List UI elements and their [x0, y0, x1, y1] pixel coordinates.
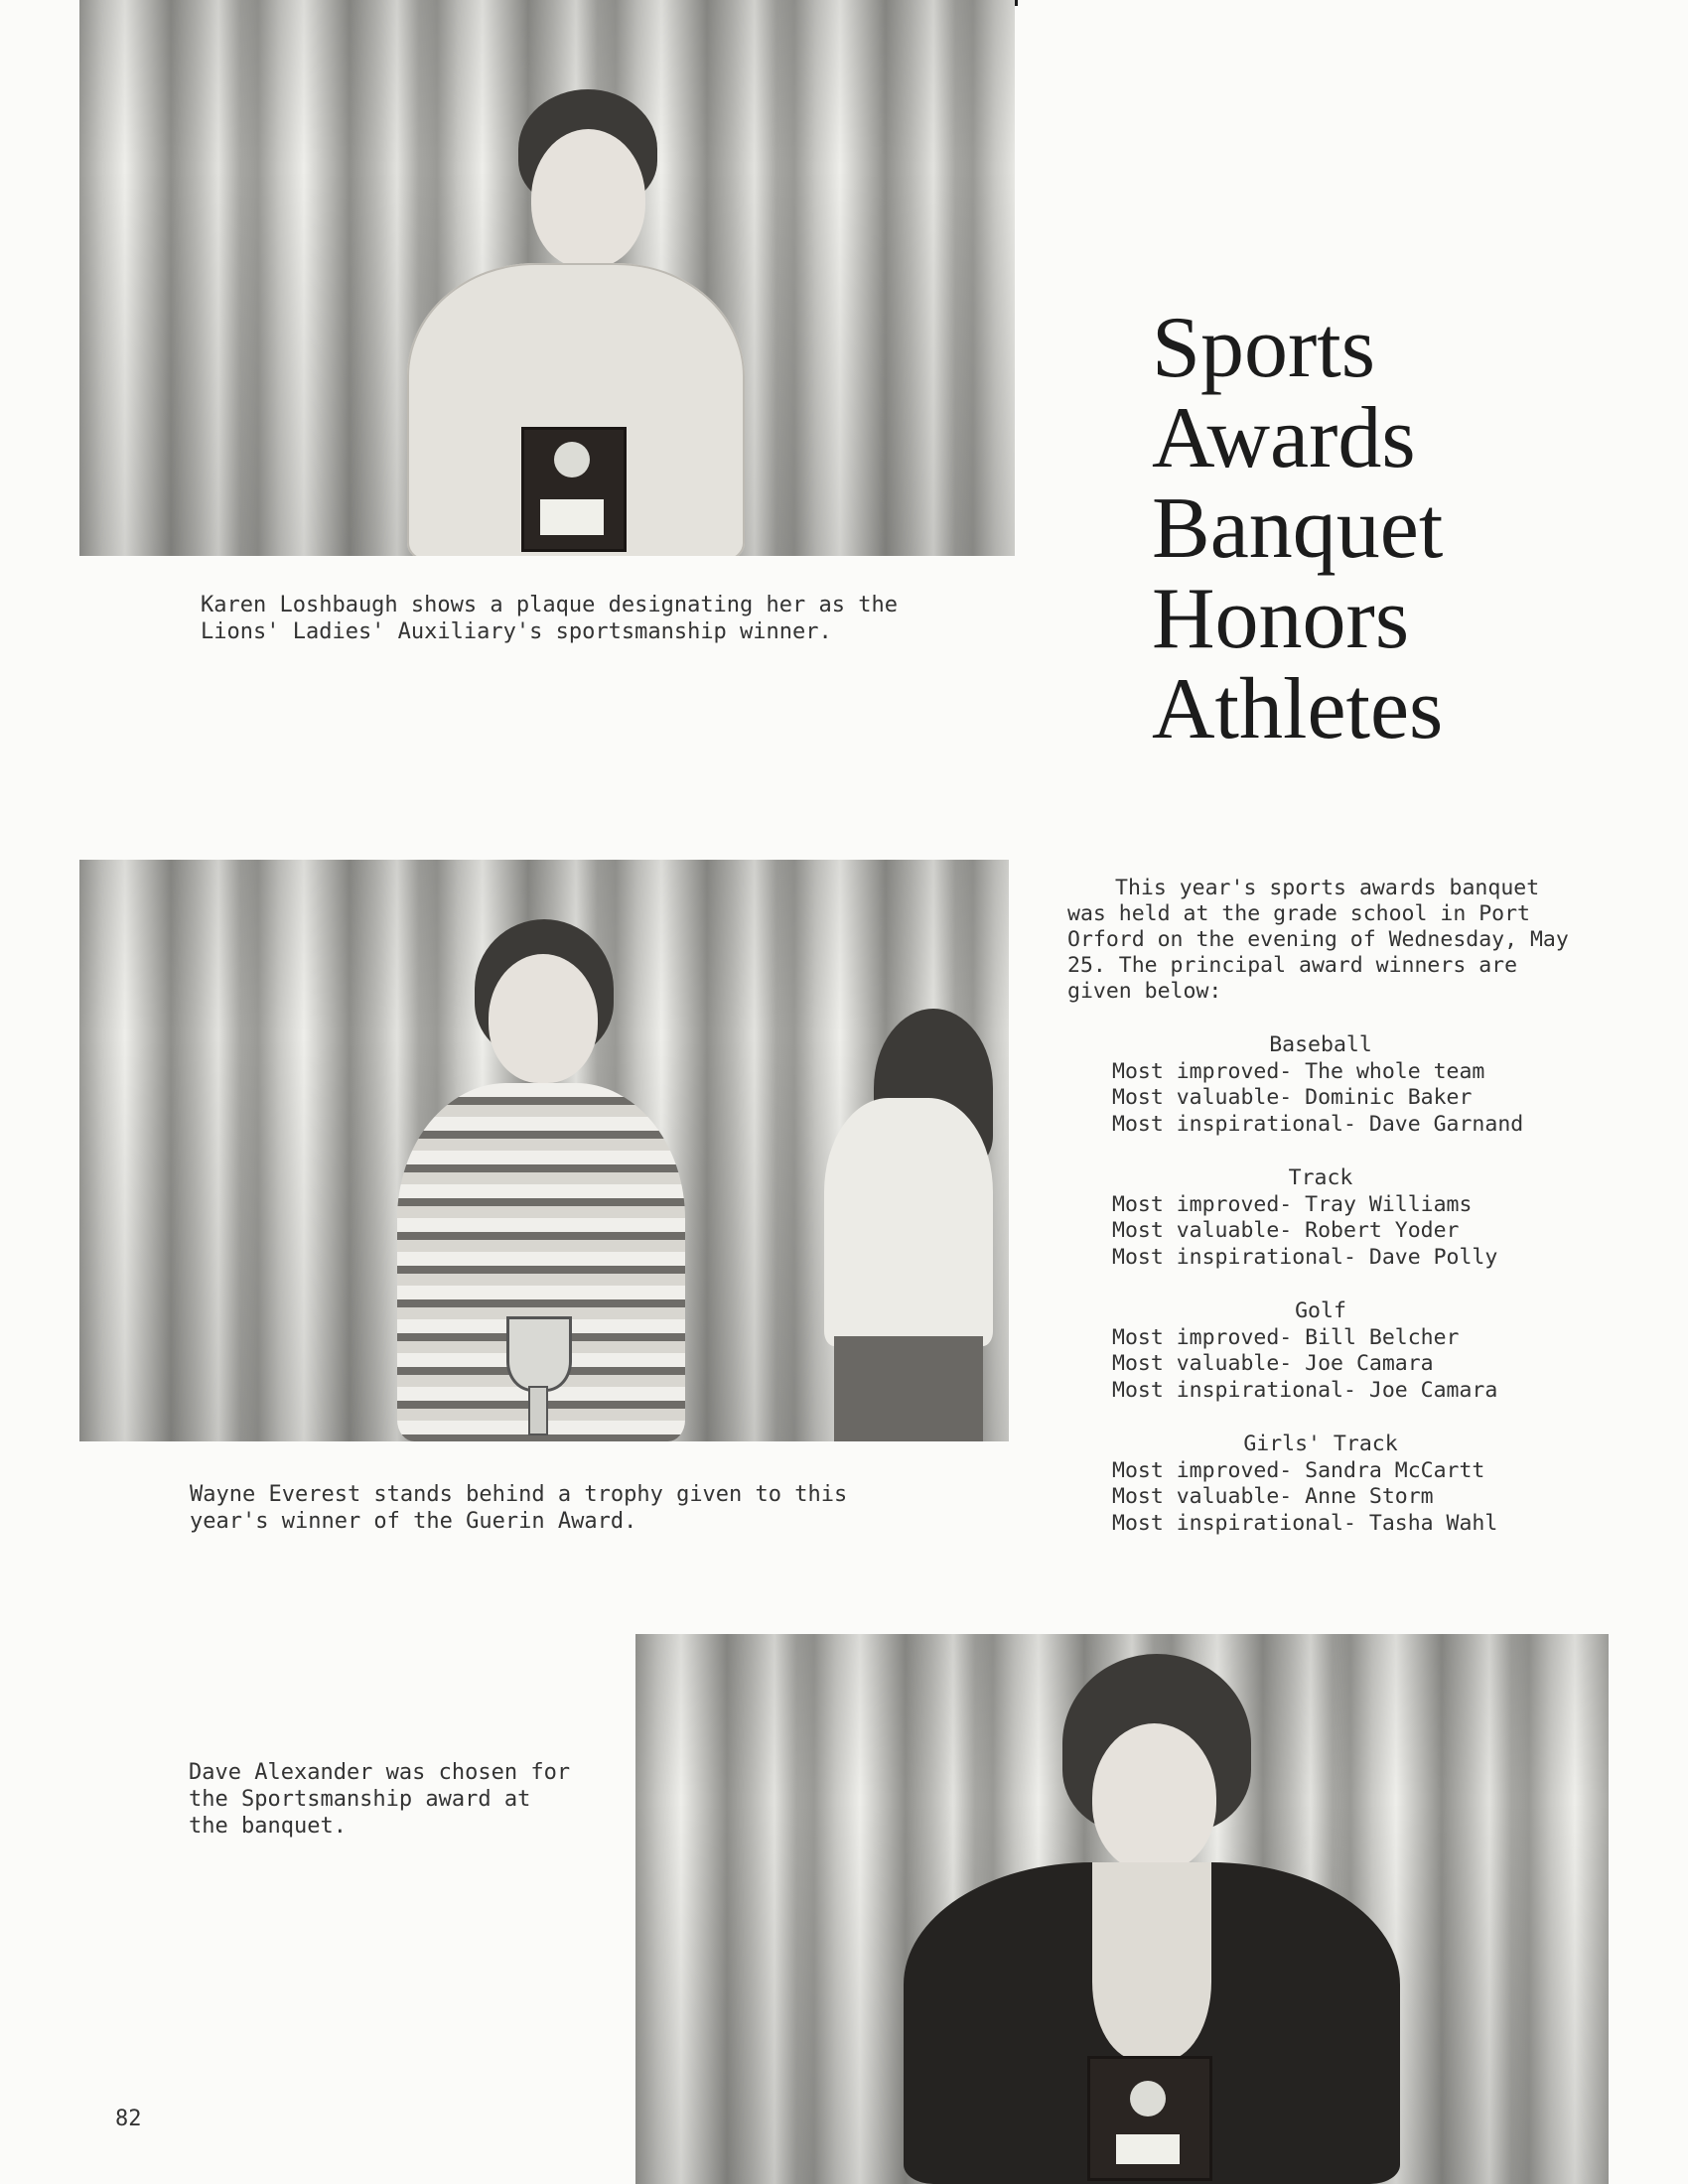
- award-line: Most inspirational- Tasha Wahl: [1112, 1510, 1498, 1536]
- person-figure-background: [814, 1009, 1009, 1441]
- plaque-icon: [1087, 2056, 1212, 2181]
- article-intro: This year's sports awards banquet was held at the grade school in Port Orford on the evening of Wednesday, May 25. The principal award winners are given below:: [1067, 876, 1569, 1004]
- person-figure: [397, 89, 755, 556]
- award-line: Most valuable- Dominic Baker: [1112, 1085, 1473, 1110]
- award-line: Most improved- Bill Belcher: [1112, 1324, 1460, 1350]
- photo-wayne-everest: [79, 860, 1009, 1441]
- person-figure: [397, 919, 685, 1441]
- award-line: Most inspirational- Joe Camara: [1112, 1377, 1498, 1403]
- awards-list: [1112, 1032, 1589, 1565]
- award-line: Most valuable- Anne Storm: [1112, 1484, 1434, 1509]
- title-line: Honors: [1152, 571, 1410, 667]
- sport-section-track: [1112, 1165, 1589, 1271]
- sport-section-golf: [1112, 1298, 1589, 1404]
- sport-name: Golf: [1295, 1298, 1346, 1323]
- award-line: Most inspirational- Dave Garnand: [1112, 1111, 1524, 1137]
- sport-section-girls-track: [1112, 1432, 1589, 1537]
- photo-caption-dave: Dave Alexander was chosen for the Sportsmanship award at the banquet.: [189, 1760, 571, 1839]
- award-line: Most inspirational- Dave Polly: [1112, 1244, 1498, 1270]
- plaque-icon: [521, 427, 627, 552]
- award-line: Most valuable- Robert Yoder: [1112, 1218, 1460, 1243]
- award-line: Most improved- The whole team: [1112, 1058, 1485, 1084]
- title-line: Sports: [1152, 300, 1375, 396]
- trophy-icon: [506, 1316, 572, 1392]
- award-line: Most valuable- Joe Camara: [1112, 1351, 1434, 1376]
- person-figure: [904, 1654, 1400, 2184]
- sport-section-baseball: [1112, 1032, 1589, 1138]
- title-line: Awards: [1152, 390, 1416, 486]
- title-line: Athletes: [1152, 661, 1444, 757]
- page-number: 82: [115, 2107, 142, 2131]
- photo-caption-karen: Karen Loshbaugh shows a plaque designating her as the Lions' Ladies' Auxiliary's sportsmanship winner.: [201, 593, 898, 644]
- award-line: Most improved- Sandra McCartt: [1112, 1457, 1485, 1483]
- photo-caption-wayne: Wayne Everest stands behind a trophy given to this year's winner of the Guerin Award.: [190, 1482, 848, 1534]
- title-line: Banquet: [1152, 480, 1444, 577]
- page-title: [1152, 300, 1444, 757]
- photo-karen-loshbaugh: [79, 0, 1015, 556]
- sport-name: Girls' Track: [1243, 1432, 1398, 1456]
- sport-name: Baseball: [1269, 1032, 1372, 1057]
- photo-dave-alexander: [635, 1634, 1609, 2184]
- award-line: Most improved- Tray Williams: [1112, 1191, 1473, 1217]
- sport-name: Track: [1288, 1165, 1353, 1190]
